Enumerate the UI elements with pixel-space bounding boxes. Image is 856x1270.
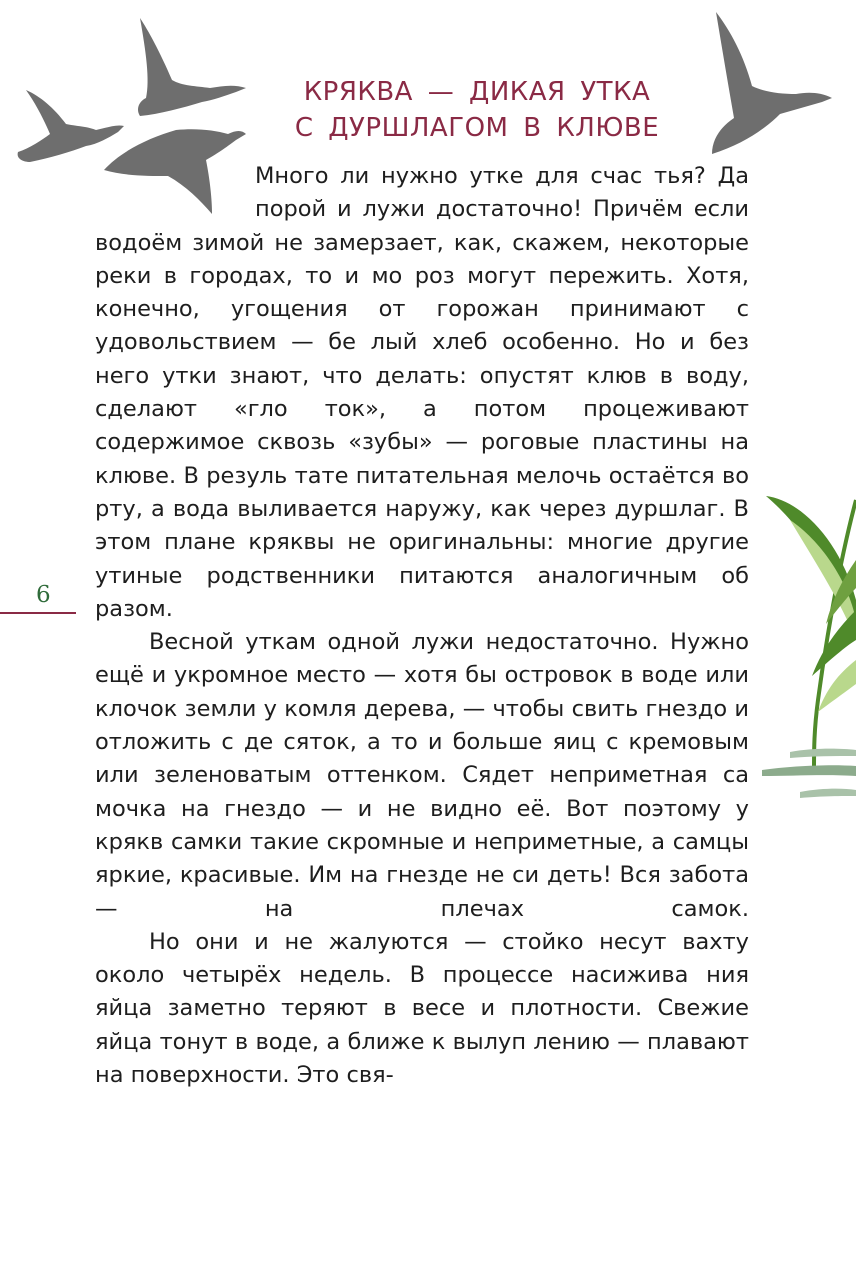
text-line: островок в воде или клочок земли у комля	[95, 662, 749, 722]
text-line: деть! Вся забота — на плечах самок.	[95, 862, 749, 922]
text-line: лению — плавают на поверхности. Это свя-	[95, 1028, 749, 1089]
text-line: Причём если водоём зимой не замерзает, как,	[95, 196, 749, 256]
text-line: ток», а потом процеживают содержимое сквозь	[95, 396, 750, 456]
text-line: Но они и не жалуются — стойко несут вахту	[149, 928, 749, 955]
page-number: 6	[36, 582, 51, 608]
paragraph	[95, 926, 749, 1092]
paragraph	[95, 160, 749, 626]
flying-duck-icon	[18, 90, 124, 162]
text-line: что делать: опустят клюв в воду, сделают «гло	[95, 362, 749, 423]
text-line: разом.	[95, 595, 173, 622]
text-line: плане кряквы не оригинальны: многие другие	[164, 529, 749, 556]
text-line: зеленоватым оттенком. Сядет неприметная са	[154, 762, 750, 789]
chapter-title	[262, 74, 692, 146]
text-line: ния яйца заметно теряют в весе и плотности.	[95, 962, 749, 1022]
page-number-rule	[0, 612, 76, 614]
text-line: Много ли нужно утке для счас	[255, 163, 643, 189]
illustration-spacer	[95, 160, 255, 226]
text-line: тате питательная мелочь остаётся во рту, а вода	[95, 462, 749, 522]
text-line: мочка на гнездо — и не видно её. Вот поэтому	[95, 795, 722, 822]
reed-plant-icon	[762, 496, 856, 798]
text-line: у крякв самки такие скромные и неприметные,	[95, 795, 749, 855]
chapter-title-line: С ДУРШЛАГОМ В КЛЮВЕ	[294, 113, 660, 143]
flying-duck-icon	[138, 18, 246, 116]
flying-duck-icon	[712, 12, 832, 154]
paragraph	[95, 626, 749, 926]
text-line: утиные родственники питаются аналогичным об	[95, 562, 749, 589]
text-line: лый хлеб особенно. Но и без него утки знают,	[95, 329, 750, 389]
text-line: дерева, — чтобы свить гнездо и отложить с де	[95, 695, 749, 756]
text-line: скажем, некоторые реки в городах, то и мо	[95, 229, 750, 289]
text-line: «зубы» — роговые пластины на клюве. В резуль	[95, 429, 749, 489]
text-line: выливается наружу, как через дуршлаг. В этом	[95, 495, 749, 556]
text-line: Свежие яйца тонут в воде, а ближе к вылуп	[95, 995, 749, 1055]
text-line: роз могут пережить. Хотя, конечно, угощения	[95, 262, 749, 323]
text-line: от горожан принимают с удовольствием — бе	[95, 296, 749, 356]
article-body	[95, 160, 749, 1092]
text-line: а самцы яркие, красивые. Им на гнезде не си	[95, 828, 750, 889]
text-line: около четырёх недель. В процессе насижива	[95, 962, 689, 989]
text-line: Весной уткам одной лужи недостаточно.	[149, 629, 659, 656]
chapter-title-line: КРЯКВА — ДИКАЯ УТКА	[303, 77, 651, 107]
text-line: сяток, а то и больше яиц с кремовым или	[95, 729, 750, 789]
text-line: тья? Да порой и лужи достаточно!	[255, 163, 749, 223]
text-line: Нужно ещё и укромное место — хотя бы	[95, 629, 750, 689]
